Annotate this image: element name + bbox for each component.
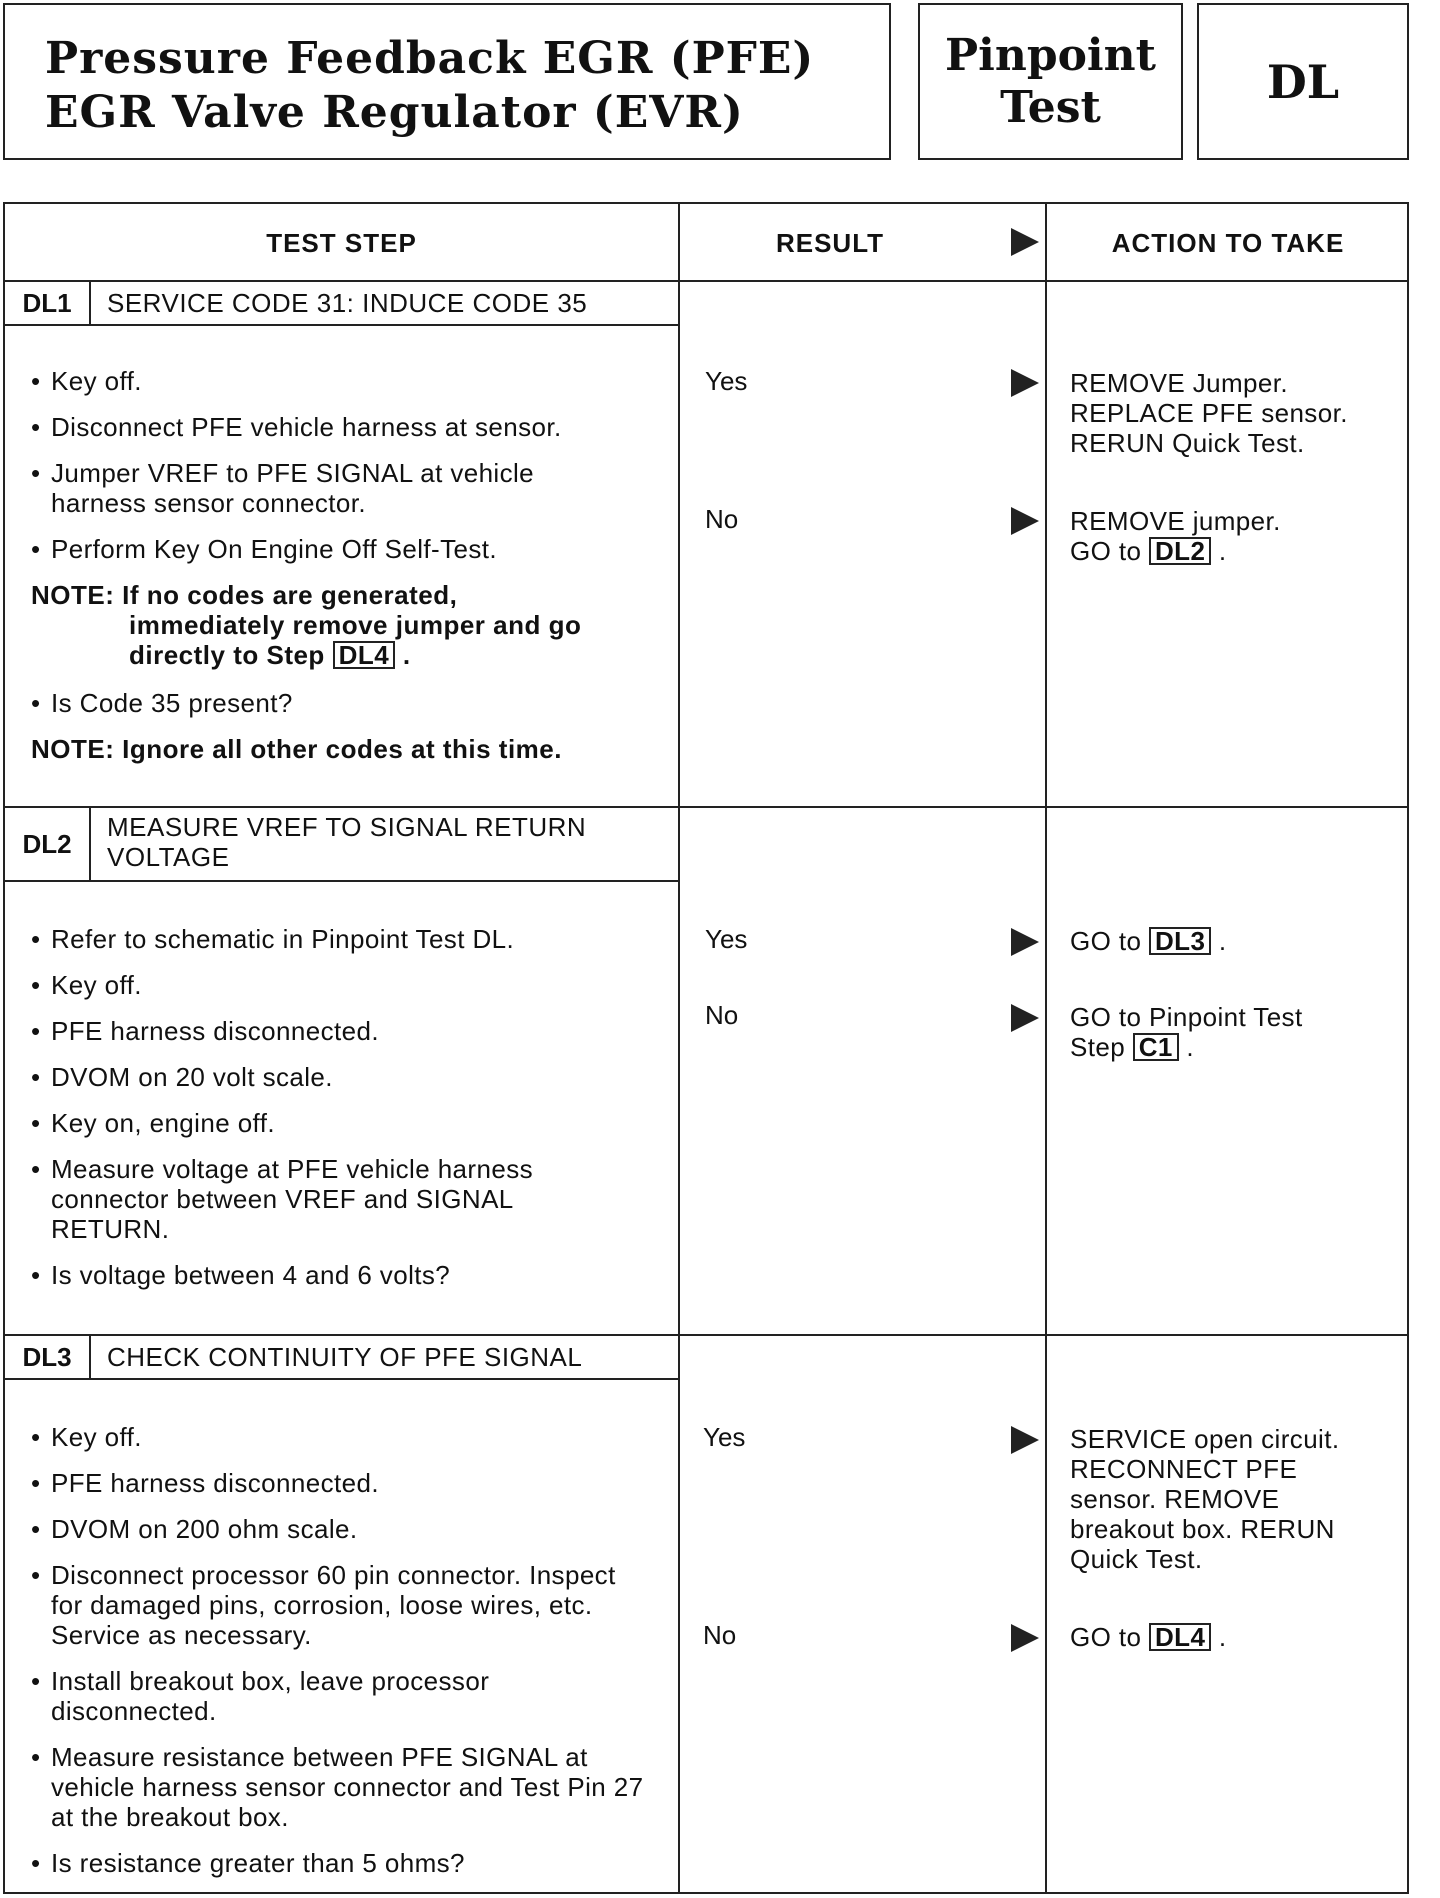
arrow-icon <box>1011 1624 1039 1652</box>
step-id: DL1 <box>5 282 91 324</box>
title-line-2: EGR Valve Regulator (EVR) <box>45 87 744 138</box>
column-divider <box>678 204 680 1892</box>
test-code-box <box>1197 3 1409 160</box>
step-header-dl3 <box>5 1336 678 1380</box>
step-ref-c1: C1 <box>1133 1033 1179 1061</box>
list-item: • DVOM on 20 volt scale. <box>31 1062 333 1092</box>
list-item: • Disconnect processor 60 pin connector. Inspect for damaged pins, corrosion, loose wires, etc. Service as necessary. <box>31 1560 616 1650</box>
pinpoint-label: Pinpoint <box>945 29 1156 81</box>
arrow-icon <box>1011 1004 1039 1032</box>
step-title: MEASURE VREF TO SIGNAL RETURN VOLTAGE <box>107 812 587 872</box>
step-id: DL2 <box>5 808 91 880</box>
step-id: DL3 <box>5 1336 91 1378</box>
action-text: GO to Pinpoint Test Step C1 . <box>1070 1002 1303 1062</box>
step-ref-dl2: DL2 <box>1149 537 1211 565</box>
step-header-dl1 <box>5 282 678 326</box>
result-yes: Yes <box>705 924 748 954</box>
column-header-action: ACTION TO TAKE <box>1111 227 1345 258</box>
list-item: • Jumper VREF to PFE SIGNAL at vehicle harness sensor connector. <box>31 458 535 518</box>
list-item: • PFE harness disconnected. <box>31 1016 379 1046</box>
list-item: • Measure resistance between PFE SIGNAL at vehicle harness sensor connector and Test Pin 27 at the breakout box. <box>31 1742 644 1832</box>
step-ref-dl4: DL4 <box>1149 1623 1211 1651</box>
list-item: • Is resistance greater than 5 ohms? <box>31 1848 465 1878</box>
result-no: No <box>703 1620 737 1650</box>
action-text: SERVICE open circuit. RECONNECT PFE sensor. REMOVE breakout box. RERUN Quick Test. <box>1070 1424 1340 1574</box>
list-item: • Install breakout box, leave processor disconnected. <box>31 1666 490 1726</box>
list-item: • Is voltage between 4 and 6 volts? <box>31 1260 451 1290</box>
title-line-1: Pressure Feedback EGR (PFE) <box>45 33 815 84</box>
step-ref-dl4: DL4 <box>333 641 396 669</box>
list-item: • Key off. <box>31 1422 142 1452</box>
list-item: • Key off. <box>31 970 142 1000</box>
step-title: CHECK CONTINUITY OF PFE SIGNAL <box>107 1342 583 1372</box>
arrow-icon <box>1011 1426 1039 1454</box>
action-text: GO to DL3 . <box>1070 926 1227 956</box>
arrow-icon <box>1011 369 1039 397</box>
list-item: • Is Code 35 present? <box>31 688 293 718</box>
list-item: • Measure voltage at PFE vehicle harness connector between VREF and SIGNAL RETURN. <box>31 1154 533 1244</box>
step-header-dl2 <box>5 808 678 882</box>
step-ref-dl3: DL3 <box>1149 927 1211 955</box>
list-item: • Refer to schematic in Pinpoint Test DL. <box>31 924 515 954</box>
action-text: GO to DL4 . <box>1070 1622 1227 1652</box>
list-item: • PFE harness disconnected. <box>31 1468 379 1498</box>
column-divider <box>1045 204 1047 1892</box>
arrow-icon <box>1011 928 1039 956</box>
list-item: • Key on, engine off. <box>31 1108 275 1138</box>
arrow-icon <box>1011 228 1039 256</box>
arrow-icon <box>1011 507 1039 535</box>
column-header-test-step: TEST STEP <box>266 227 417 258</box>
action-text: REMOVE Jumper. REPLACE PFE sensor. RERUN Quick Test. <box>1070 368 1348 458</box>
title-box <box>3 3 891 160</box>
result-no: No <box>705 504 739 534</box>
pinpoint-test-box <box>918 3 1183 160</box>
list-item: • Key off. <box>31 366 142 396</box>
step-title: SERVICE CODE 31: INDUCE CODE 35 <box>107 288 588 318</box>
column-header-result: RESULT <box>775 227 885 258</box>
result-no: No <box>705 1000 739 1030</box>
result-yes: Yes <box>705 366 748 396</box>
list-item: • DVOM on 200 ohm scale. <box>31 1514 358 1544</box>
test-code: DL <box>1266 54 1340 109</box>
result-yes: Yes <box>703 1422 746 1452</box>
list-item: • Perform Key On Engine Off Self-Test. <box>31 534 497 564</box>
test-label: Test <box>1000 81 1101 133</box>
action-text: REMOVE jumper. GO to DL2 . <box>1070 506 1281 566</box>
test-table <box>3 202 1409 1894</box>
list-item: • Disconnect PFE vehicle harness at sensor. <box>31 412 562 442</box>
note: NOTE: If no codes are generated, immediately remove jumper and go directly to Step DL4 . <box>31 580 582 670</box>
note: NOTE: Ignore all other codes at this time. <box>31 734 562 764</box>
